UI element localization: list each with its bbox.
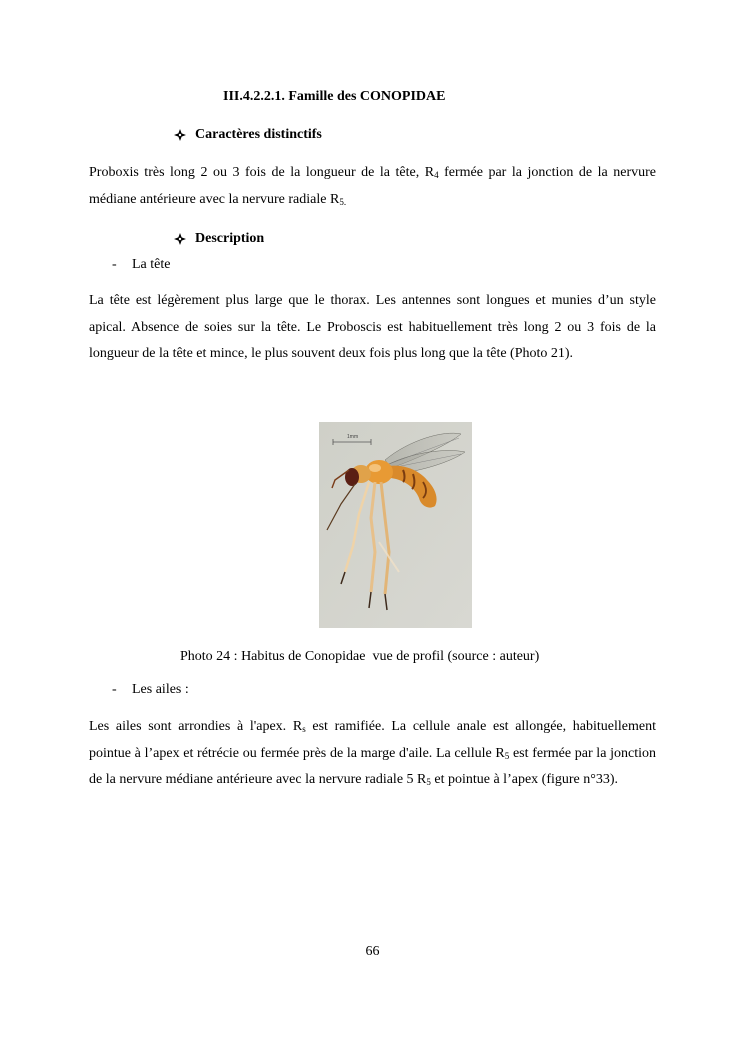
- paragraph-caracteres: Proboxis très long 2 ou 3 fois de la longueur de la tête, $R_4$ fermée par la jonction de la nervure médiane antérieure avec la nervure radiale $R_{5.}$: [89, 165, 656, 207]
- subsection-title: Caractères distinctifs: [195, 127, 322, 142]
- section-heading: III.4.2.2.1. Famille des CONOPIDAE: [223, 89, 446, 104]
- list-item-label: La tête: [132, 257, 171, 272]
- insect-photo-illustration: [319, 422, 472, 628]
- subsection-caracteres: [174, 127, 322, 143]
- conopidae-photo: [319, 422, 472, 628]
- subsection-description: [174, 231, 264, 247]
- diamond-bullet-icon: [174, 129, 186, 141]
- figure-caption: Photo 24 : Habitus de Conopidae vue de profil (source : auteur): [180, 649, 540, 664]
- subsection-title: Description: [195, 231, 265, 246]
- paragraph-ailes: Les ailes sont arrondies à l'apex. $R_s$ est ramifiée. La cellule anale est allongée, habituellement pointue à l’apex et rétrécie ou fermée près de la marge d'aile. La cellule $R_5$ est fermée par la jonction de la nervure médiane antérieure avec la nervure radiale 5 $R_5$ et pointue à l’apex (figure n°33).: [89, 719, 656, 787]
- diamond-bullet-icon: [174, 233, 186, 245]
- list-item-ailes: - Les ailes :: [112, 682, 189, 697]
- paragraph-tete: La tête est légèrement plus large que le thorax. Les antennes sont longues et munies d’un style apical. Absence de soies sur la tête. Le Proboscis est habituellement très long 2 ou 3 fois de la longueur de la tête et mince, le plus souvent deux fois plus long que la tête (Photo 21).: [89, 293, 656, 361]
- list-item-label: Les ailes :: [132, 682, 189, 697]
- list-item-tete: - La tête: [112, 257, 171, 272]
- scale-label: 1mm: [347, 434, 359, 440]
- page-number: 66: [365, 944, 380, 959]
